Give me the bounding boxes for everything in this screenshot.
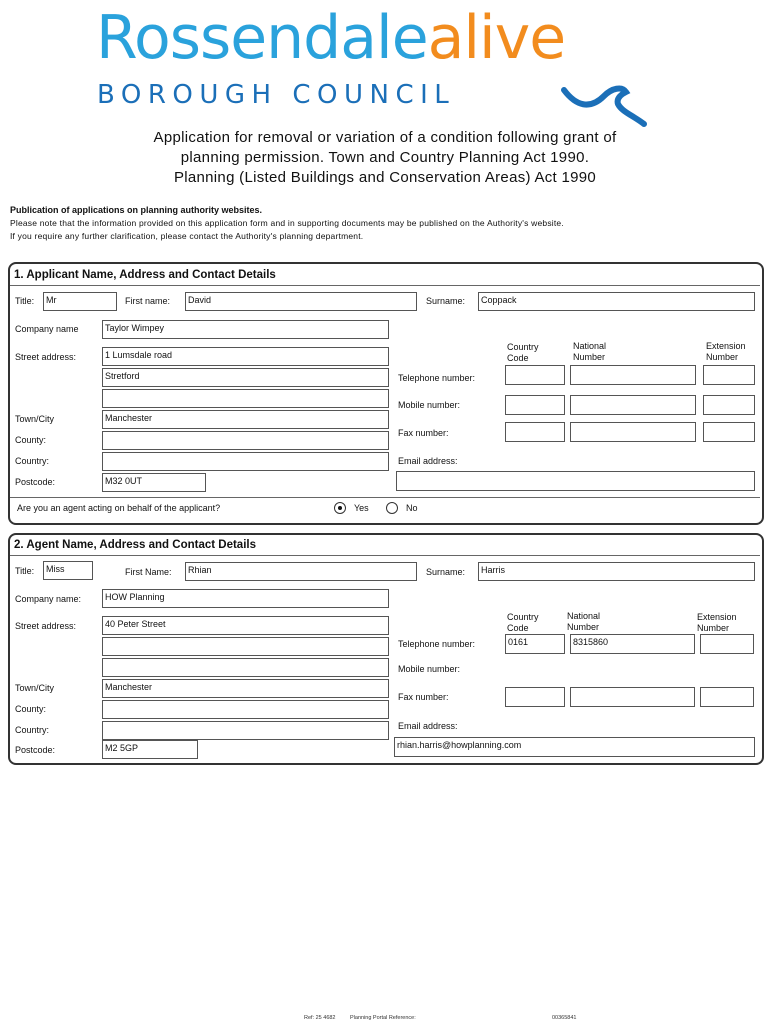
agent-postcode-field[interactable]: M2 5GP [102, 740, 198, 759]
applicant-national-header-line-1: National [573, 341, 607, 351]
publication-heading: Publication of applications on planning authority websites. [10, 205, 263, 215]
logo-subtitle: BOROUGH COUNCIL [97, 80, 456, 110]
applicant-fax-country-code-field[interactable] [505, 422, 565, 442]
agent-postcode-label: Postcode: [15, 745, 56, 755]
applicant-first-name-label: First name: [125, 296, 171, 306]
applicant-company-label: Company name [15, 324, 79, 334]
applicant-telephone-label: Telephone number: [398, 373, 476, 383]
logo-text-alive: alive [427, 3, 566, 73]
applicant-mobile-country-code-field[interactable] [505, 395, 565, 415]
applicant-county-field[interactable] [102, 431, 389, 450]
applicant-extension-header-line-2: Number [706, 352, 739, 362]
agent-telephone-extension-field[interactable] [700, 634, 754, 654]
applicant-country-label: Country: [15, 456, 50, 466]
applicant-town-label: Town/City [15, 414, 55, 424]
applicant-title-field[interactable]: Mr [43, 292, 117, 311]
agent-street-line-2-field[interactable] [102, 637, 389, 656]
agent-no-label: No [406, 503, 418, 513]
logo-text-rossendale: Rossendale [96, 3, 428, 73]
agent-national-header-line-1: National [567, 611, 601, 621]
agent-street-line-3-field[interactable] [102, 658, 389, 677]
applicant-postcode-field[interactable]: M32 0UT [102, 473, 206, 492]
agent-yes-radio[interactable] [334, 502, 346, 514]
applicant-national-header-line-2: Number [573, 352, 606, 362]
applicant-email-field[interactable] [396, 471, 755, 491]
agent-county-field[interactable] [102, 700, 389, 719]
agent-street-label: Street address: [15, 621, 77, 631]
applicant-fax-label: Fax number: [398, 428, 449, 438]
applicant-street-line-2-field[interactable]: Stretford [102, 368, 389, 387]
agent-town-label: Town/City [15, 683, 55, 693]
agent-surname-field[interactable]: Harris [478, 562, 755, 581]
applicant-first-name-field[interactable]: David [185, 292, 417, 311]
agent-extension-header-line-1: Extension [697, 612, 737, 622]
publication-note-line-1: Please note that the information provided on this application form and in supporting documents may be published on the Authority's website. [10, 218, 564, 228]
logo-swoosh-icon [560, 76, 650, 128]
agent-yes-label: Yes [354, 503, 369, 513]
form-title-line-3: Planning (Listed Buildings and Conservation Areas) Act 1990 [173, 169, 597, 186]
agent-divider [10, 555, 760, 556]
applicant-street-line-1-field[interactable]: 1 Lumsdale road [102, 347, 389, 366]
applicant-county-label: County: [15, 435, 47, 445]
agent-section-title: 2. Agent Name, Address and Contact Details [14, 539, 256, 551]
applicant-fax-extension-field[interactable] [703, 422, 755, 442]
applicant-postcode-label: Postcode: [15, 477, 56, 487]
agent-country-label: Country: [15, 725, 50, 735]
agent-extension-header-line-2: Number [697, 623, 730, 633]
agent-country-code-header-line-1: Country [507, 612, 539, 622]
applicant-surname-field[interactable]: Coppack [478, 292, 755, 311]
applicant-country-code-header-line-1: Country [507, 342, 539, 352]
agent-town-field[interactable]: Manchester [102, 679, 389, 698]
agent-question: Are you an agent acting on behalf of the applicant? [17, 503, 221, 513]
agent-no-radio[interactable] [386, 502, 398, 514]
agent-country-field[interactable] [102, 721, 389, 740]
agent-first-name-field[interactable]: Rhian [185, 562, 417, 581]
agent-country-code-header [507, 612, 539, 634]
agent-email-label: Email address: [398, 721, 458, 731]
council-logo [96, 3, 566, 73]
applicant-country-field[interactable] [102, 452, 389, 471]
applicant-mobile-extension-field[interactable] [703, 395, 755, 415]
applicant-fax-number-field[interactable] [570, 422, 696, 442]
applicant-telephone-extension-field[interactable] [703, 365, 755, 385]
agent-company-label: Company name: [15, 594, 82, 604]
applicant-divider [10, 285, 760, 286]
agent-telephone-number-field[interactable]: 8315860 [570, 634, 695, 654]
applicant-street-line-3-field[interactable] [102, 389, 389, 408]
applicant-surname-label: Surname: [426, 296, 466, 306]
agent-title-label: Title: [15, 566, 35, 576]
applicant-town-field[interactable]: Manchester [102, 410, 389, 429]
agent-telephone-label: Telephone number: [398, 639, 476, 649]
agent-national-header-line-2: Number [567, 622, 600, 632]
applicant-country-code-header [507, 342, 539, 364]
applicant-mobile-number-field[interactable] [570, 395, 696, 415]
footer-portal-ref: 00365841 [552, 1015, 577, 1021]
agent-mobile-label: Mobile number: [398, 664, 461, 674]
applicant-section-title: 1. Applicant Name, Address and Contact Details [14, 269, 276, 281]
agent-national-number-header [567, 611, 600, 633]
form-title [0, 128, 770, 188]
applicant-divider-2 [10, 497, 760, 498]
applicant-telephone-country-code-field[interactable] [505, 365, 565, 385]
agent-telephone-country-code-field[interactable]: 0161 [505, 634, 565, 654]
agent-county-label: County: [15, 704, 47, 714]
agent-fax-extension-field[interactable] [700, 687, 754, 707]
applicant-title-label: Title: [15, 296, 35, 306]
applicant-country-code-header-line-2: Code [507, 353, 529, 363]
footer-ref: Ref: 25 4682 [304, 1015, 336, 1021]
applicant-email-label: Email address: [398, 456, 458, 466]
agent-first-name-label: First Name: [125, 567, 172, 577]
agent-surname-label: Surname: [426, 567, 466, 577]
agent-fax-country-code-field[interactable] [505, 687, 565, 707]
footer-portal-label: Planning Portal Reference: [350, 1015, 416, 1021]
applicant-extension-header [706, 341, 746, 363]
agent-extension-header [697, 612, 737, 634]
form-title-line-2: planning permission. Town and Country Planning Act 1990. [180, 149, 590, 166]
agent-fax-number-field[interactable] [570, 687, 695, 707]
applicant-street-label: Street address: [15, 352, 77, 362]
agent-email-field[interactable]: rhian.harris@howplanning.com [394, 737, 755, 757]
applicant-extension-header-line-1: Extension [706, 341, 746, 351]
applicant-company-field[interactable]: Taylor Wimpey [102, 320, 389, 339]
agent-country-code-header-line-2: Code [507, 623, 529, 633]
agent-title-field[interactable]: Miss [43, 561, 93, 580]
applicant-telephone-number-field[interactable] [570, 365, 696, 385]
form-title-line-1: Application for removal or variation of a condition following grant of [153, 129, 617, 146]
agent-street-line-1-field[interactable]: 40 Peter Street [102, 616, 389, 635]
agent-fax-label: Fax number: [398, 692, 449, 702]
applicant-mobile-label: Mobile number: [398, 400, 461, 410]
publication-note-line-2: If you require any further clarification, please contact the Authority's planning department. [10, 231, 364, 241]
applicant-national-number-header [573, 341, 606, 363]
agent-company-field[interactable]: HOW Planning [102, 589, 389, 608]
